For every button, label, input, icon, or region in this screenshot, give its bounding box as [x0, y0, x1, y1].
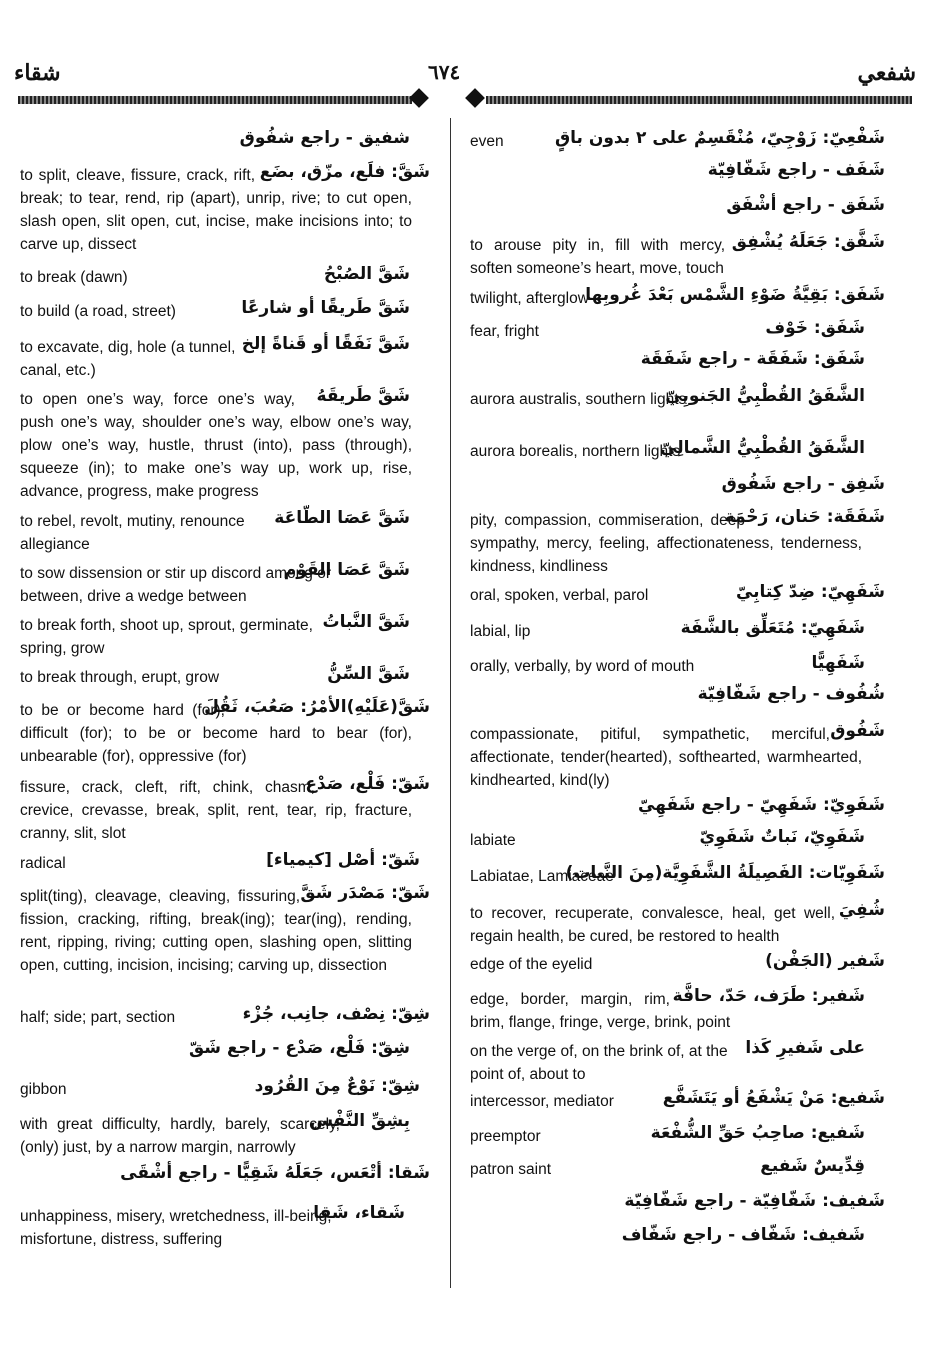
- arabic-headword: شَفيع: مَنْ يَشْفَعُ أو يَتَشَفَّع: [662, 1088, 885, 1108]
- arabic-headword: شَقَّ نَفَقًا أو قَناةً إلخ: [241, 334, 410, 354]
- arabic-headword: شَقَّ طَريقًا أو شارعًا: [241, 298, 410, 318]
- english-definition: edge, border, margin, rim, brim, flange, fringe, verge, brink, point: [470, 991, 731, 1031]
- arabic-headword: شَقّ: مَصْدَر شَقَّ: [300, 883, 430, 903]
- arabic-headword: شَفَف - راجع شَفّافِيّة: [707, 160, 885, 180]
- diamond-ornament-right: [465, 88, 485, 108]
- arabic-headword: شَفيف: شَفّافِيّة - راجع شَفّافِيّة: [624, 1191, 885, 1211]
- english-definition: pity, compassion, commiseration, deep sympathy, mercy, feeling, affectionateness, tenderness, kindness, kindliness: [470, 512, 862, 575]
- header-guide-word-right: شفعي: [857, 60, 916, 86]
- arabic-headword: شَقَّ الصُبْحُ: [323, 264, 410, 284]
- english-definition: split(ting), cleavage, cleaving, fissuring, fission, cracking, rifting, break(ing); tear(ing), rending, rent, ripping, riving; cutting open, slashing open, slitting open, cutting, incision, incising; carving up, dissection: [20, 888, 412, 974]
- arabic-headword: شَقَّ السِّنُّ: [327, 664, 410, 684]
- english-definition: to recover, recuperate, convalesce, heal, get well, regain health, be cured, be restored to health: [470, 905, 835, 945]
- english-definition: twilight, afterglow: [470, 290, 589, 307]
- english-definition: to break (dawn): [20, 269, 128, 286]
- arabic-headword: شِقّ: فَلْع، صَدْع - راجع شَقّ: [188, 1038, 410, 1058]
- arabic-headword: شَفَقَة: حَنان، رَحْمَة: [724, 507, 885, 527]
- arabic-headword: شَفَهِيًّا: [811, 653, 865, 673]
- english-definition: to break forth, shoot up, sprout, germinate, spring, grow: [20, 617, 313, 657]
- english-definition: preemptor: [470, 1128, 541, 1145]
- arabic-headword: شَفِق - راجع شَفُوق: [721, 474, 885, 494]
- arabic-headword: شُفِيَ: [838, 900, 885, 920]
- arabic-headword: شَقَّ عَصَا القَوْم: [283, 560, 410, 580]
- arabic-headword: الشَّفَقُ القُطْبِيُّ الجَنوبِيّ: [665, 386, 865, 406]
- english-definition: with great difficulty, hardly, barely, scarcely, (only) just, by a narrow margin, narrowly: [20, 1116, 340, 1156]
- arabic-headword: شِقّ: نَوْعٌ مِنَ القُرُود: [254, 1076, 420, 1096]
- arabic-headword: شَفيع: صاحِبُ حَقِّ الشُّفْعَة: [650, 1123, 865, 1143]
- arabic-headword: قِدِّيسٌ شَفيع: [760, 1156, 865, 1176]
- english-definition: to rebel, revolt, mutiny, renounce allegiance: [20, 513, 245, 553]
- english-definition: gibbon: [20, 1081, 67, 1098]
- english-definition: to open one’s way, force one’s way, push one’s way, shoulder one’s way, elbow one’s way, plow one’s way, hustle, thrust (into), pass (through), squeeze (in); to make one’s way up, work up, rise, advance, progress, make progress: [20, 391, 412, 500]
- column-divider: [450, 118, 451, 1288]
- english-definition: edge of the eyelid: [470, 956, 593, 973]
- header-guide-word-left: شقاء: [14, 60, 61, 86]
- english-definition: aurora borealis, northern lights: [470, 443, 681, 460]
- arabic-headword: الشَّفَقُ القُطْبِيُّ الشَّمالِيّ: [660, 438, 865, 458]
- arabic-headword: شَفَوِيّ: شَفَهِيّ - راجع شَفَهِيّ: [638, 795, 885, 815]
- arabic-headword: شَقَّ: فلَع، مزّق، بضَع: [259, 162, 430, 182]
- arabic-headword: شَقَّ النَّباتُ: [322, 612, 410, 632]
- arabic-headword: شَفُوق: [830, 721, 885, 741]
- diamond-ornament-left: [409, 88, 429, 108]
- english-definition: unhappiness, misery, wretchedness, ill-being, misfortune, distress, suffering: [20, 1208, 332, 1248]
- arabic-headword: شَفَهِيّ: ضِدّ كِتابِيّ: [735, 582, 885, 602]
- arabic-headword: شَقاء، شَقا: [313, 1203, 405, 1223]
- english-definition: on the verge of, on the brink of, at the point of, about to: [470, 1043, 728, 1083]
- arabic-headword: شُفُوف - راجع شَفّافِيّة: [697, 684, 885, 704]
- page-number: ٦٧٤: [428, 60, 461, 84]
- arabic-headword: شَقا: أتْعَس، جَعَلَهُ شَقِيًّا - راجع أشْقَى: [120, 1163, 430, 1183]
- arabic-headword: شَفَق: بَقِيَّةُ ضَوْءِ الشَّمْس بَعْدَ غُروبِها: [585, 285, 885, 305]
- english-definition: to break through, erupt, grow: [20, 669, 220, 686]
- english-definition: to be or become hard (for), difficult (for); to be or become hard to bear (for), unbearable (for), oppressive (for): [20, 702, 412, 765]
- arabic-headword: بِشِقِّ النَّفْس: [309, 1111, 410, 1131]
- arabic-headword: على شَفيرِ كَذا: [745, 1038, 865, 1058]
- arabic-headword: شَفير (الجَفْن): [765, 951, 885, 971]
- english-definition: labiate: [470, 832, 516, 849]
- english-definition: to build (a road, street): [20, 303, 176, 320]
- arabic-headword: شِقّ: نِصْف، جانِب، جُزْء: [242, 1004, 430, 1024]
- english-definition: to arouse pity in, fill with mercy, soften someone’s heart, move, touch: [470, 237, 725, 277]
- arabic-headword: شَفَق: خَوْف: [765, 318, 865, 338]
- english-definition: intercessor, mediator: [470, 1093, 614, 1110]
- arabic-headword: شَفَّق: جَعَلَهُ يُشْفِق: [731, 232, 885, 252]
- english-definition: oral, spoken, verbal, parol: [470, 587, 649, 604]
- arabic-headword: شَفَوِيّات: الفَصِيلَةُ الشَّفَوِيَّة(مِنَ النَّبات): [565, 863, 885, 883]
- arabic-headword: شَفَق: شَفَقَة - راجع شَفَقَة: [640, 349, 865, 369]
- arabic-headword: شَفْعِيّ: زَوْجِيّ، مُنْقَسِمٌ على ٢ بدون باقٍ: [554, 128, 885, 148]
- arabic-headword: شفيق - راجع شفُوق: [239, 128, 410, 148]
- english-definition: orally, verbally, by word of mouth: [470, 658, 695, 675]
- english-definition: compassionate, pitiful, sympathetic, merciful, affectionate, tender(hearted), softhearted, warmhearted, kindhearted, kind(ly): [470, 726, 862, 789]
- arabic-headword: شَفيف: شَفّاف - راجع شَفّاف: [621, 1225, 865, 1245]
- english-definition: patron saint: [470, 1161, 551, 1178]
- arabic-headword: شَفَوِيّ، نَباتٌ شَفَوِيّ: [699, 827, 865, 847]
- arabic-headword: شَفَق - راجع أشْفَق: [726, 195, 885, 215]
- arabic-headword: شَقَّ عَصَا الطّاعَة: [274, 508, 410, 528]
- english-definition: even: [470, 133, 504, 150]
- english-definition: radical: [20, 855, 66, 872]
- english-definition: fear, fright: [470, 323, 539, 340]
- english-definition: to excavate, dig, hole (a tunnel, canal, etc.): [20, 339, 236, 379]
- english-definition: to sow dissension or stir up discord among or between, drive a wedge between: [20, 565, 332, 605]
- arabic-headword: شَفير: طَرَف، حَدّ، حافَّة: [672, 986, 865, 1006]
- arabic-headword: شَقَّ(عَلَيْهِ)الأمْرُ: صَعُبَ، ثَقُلَ: [204, 697, 430, 717]
- arabic-headword: شَقّ: أصْل [كيمياء]: [266, 850, 420, 870]
- english-definition: to split, cleave, fissure, crack, rift, break; to tear, rend, rip (apart), unrip, rive; to cut open, slash open, slit open, cut, incise, make incisions into; to carve up, dissect: [20, 167, 412, 253]
- header-rule-right: [486, 96, 912, 104]
- english-definition: aurora australis, southern lights: [470, 391, 687, 408]
- english-definition: half; side; part, section: [20, 1009, 176, 1026]
- arabic-headword: شَفَهِيّ: مُتَعَلِّق بالشَّفَة: [680, 618, 865, 638]
- english-definition: labial, lip: [470, 623, 531, 640]
- arabic-headword: شَقَّ طَريقَهُ: [316, 386, 410, 406]
- header-rule-left: [18, 96, 412, 104]
- arabic-headword: شَقّ: فَلْع، صَدْع: [305, 774, 430, 794]
- english-definition: Labiatae, Lamiaceae: [470, 868, 614, 885]
- english-definition: fissure, crack, cleft, rift, chink, chasm, crevice, crevasse, break, split, rent, tear, rip, fracture, cranny, slit, slot: [20, 779, 412, 842]
